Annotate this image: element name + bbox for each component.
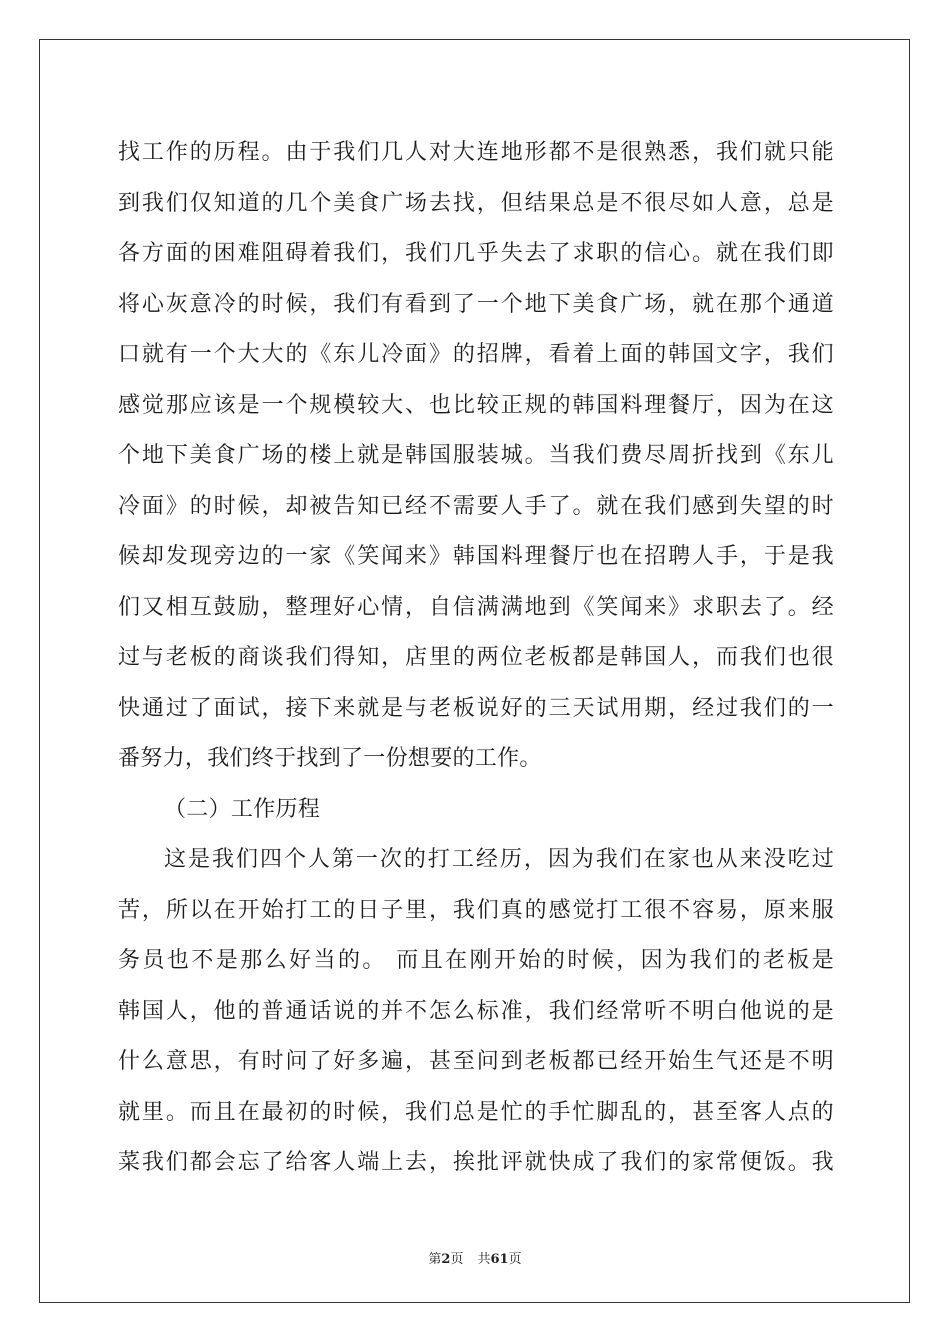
document-body xyxy=(118,128,834,1189)
body-line: 过与老板的商谈我们得知，店里的两位老板都是韩国人，而我们也很 xyxy=(118,645,834,670)
section-heading: （二）工作历程 xyxy=(164,796,321,822)
body-line: 务员也不是那么好当的。 而且在刚开始的时候，因为我们的老板是 xyxy=(118,948,834,973)
page-footer xyxy=(0,1248,950,1267)
body-line: 个地下美食广场的楼上就是韩国服装城。当我们费尽周折找到《东儿 xyxy=(118,443,834,468)
body-line: 这是我们四个人第一次的打工经历，因为我们在家也从来没吃过 xyxy=(164,847,834,872)
body-line: 什么意思，有时问了好多遍，甚至问到老板都已经开始生气还是不明 xyxy=(118,1049,834,1074)
page-prefix: 第 xyxy=(428,1252,442,1267)
body-line: 冷面》的时候，却被告知已经不需要人手了。就在我们感到失望的时 xyxy=(118,493,834,519)
page-number: 2 xyxy=(441,1252,451,1267)
body-line: 各方面的困难阻碍着我们，我们几乎失去了求职的信心。就在我们即 xyxy=(118,241,834,266)
body-line: 到我们仅知道的几个美食广场去找，但结果总是不很尽如人意，总是 xyxy=(118,190,834,216)
body-line: 们又相互鼓励，整理好心情，自信满满地到《笑闻来》求职去了。经 xyxy=(118,594,834,620)
total-suffix: 页 xyxy=(508,1252,522,1267)
body-line: 感觉那应该是一个规模较大、也比较正规的韩国料理餐厅，因为在这 xyxy=(118,392,834,418)
body-line: 候却发现旁边的一家《笑闻来》韩国料理餐厅也在招聘人手，于是我 xyxy=(118,544,834,569)
body-line: 快通过了面试，接下来就是与老板说好的三天试用期，经过我们的一 xyxy=(118,695,834,721)
total-prefix: 共 xyxy=(477,1252,491,1267)
body-line: 苦，所以在开始打工的日子里，我们真的感觉打工很不容易，原来服 xyxy=(118,897,834,923)
body-line: 将心灰意冷的时候，我们有看到了一个地下美食广场，就在那个通道 xyxy=(118,291,834,317)
body-line: 口就有一个大大的《东儿冷面》的招牌，看着上面的韩国文字，我们 xyxy=(118,342,834,367)
body-line: 就里。而且在最初的时候，我们总是忙的手忙脚乱的，甚至客人点的 xyxy=(118,1099,834,1125)
body-line: 找工作的历程。由于我们几人对大连地形都不是很熟悉，我们就只能 xyxy=(118,140,834,165)
body-line: 菜我们都会忘了给客人端上去，挨批评就快成了我们的家常便饭。我 xyxy=(118,1150,834,1175)
page-suffix: 页 xyxy=(450,1252,464,1267)
total-pages: 61 xyxy=(490,1252,509,1267)
body-line: 番努力，我们终于找到了一份想要的工作。 xyxy=(118,746,542,771)
body-line: 韩国人，他的普通话说的并不怎么标准，我们经常听不明白他说的是 xyxy=(118,998,834,1024)
